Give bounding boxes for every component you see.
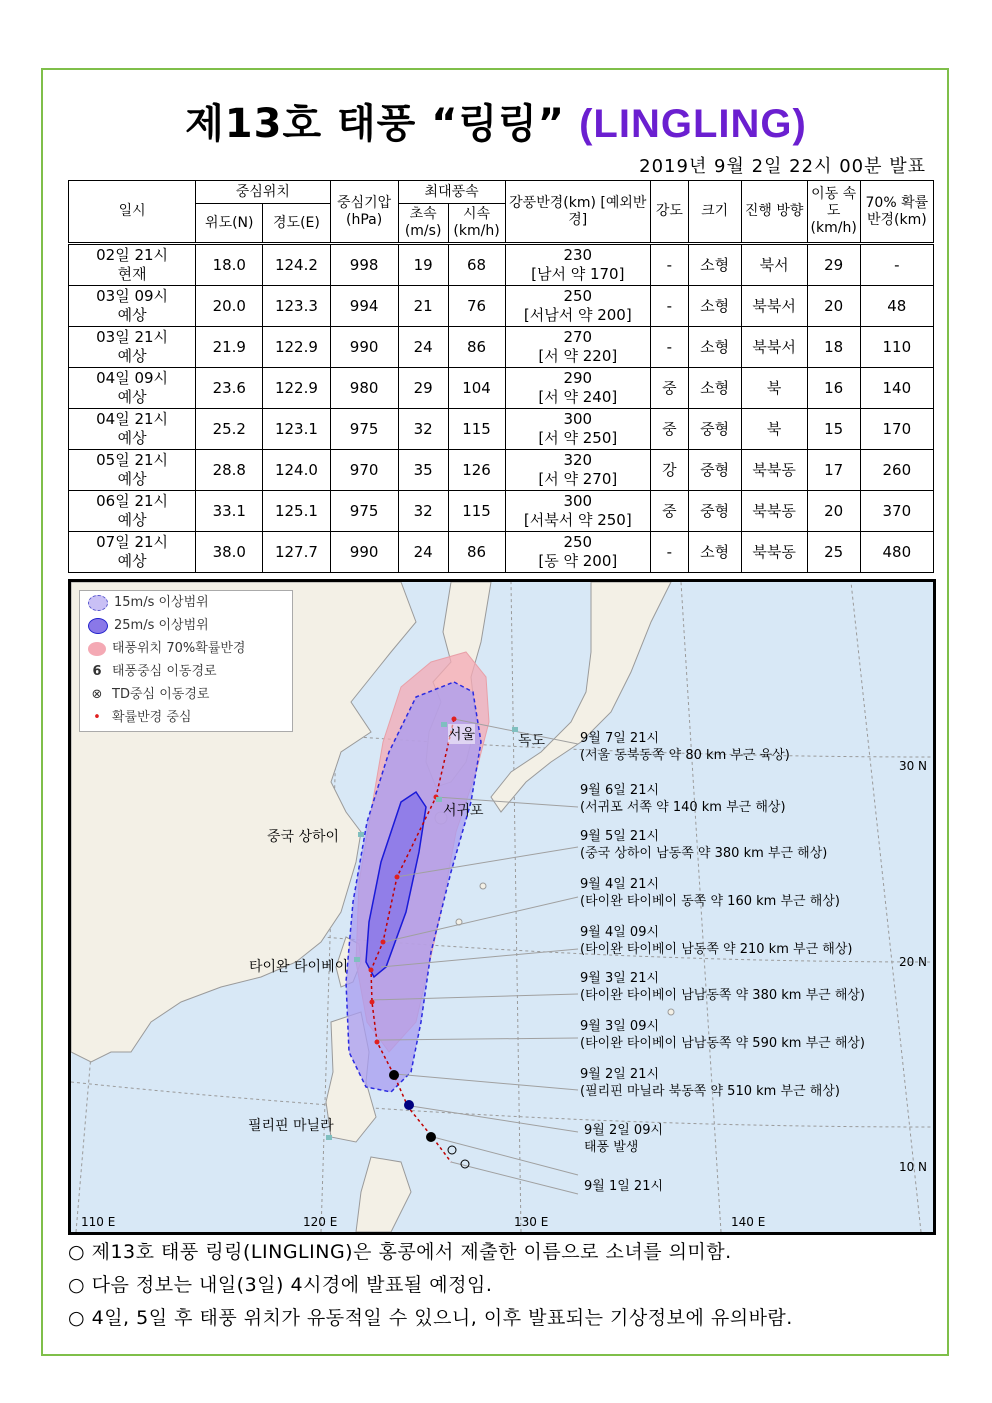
cell-radius-line1: 230 bbox=[563, 246, 593, 264]
annotation-desc: (타이완 타이베이 남남동쪽 약 380 km 부근 해상) bbox=[580, 988, 866, 1003]
cell-wind-ms: 32 bbox=[398, 409, 448, 450]
cell-speed: 20 bbox=[807, 491, 860, 532]
table-row bbox=[69, 491, 934, 532]
cell-size: 중형 bbox=[688, 409, 741, 450]
annotation-desc: 태풍 발생 bbox=[584, 1140, 639, 1155]
cell-lon: 127.7 bbox=[263, 532, 330, 573]
cell-wind-kmh: 115 bbox=[448, 409, 505, 450]
cell-time bbox=[69, 491, 196, 532]
cell-radius-line2: [서북서 약 250] bbox=[523, 511, 632, 529]
header-pressure: 중심기압 (hPa) bbox=[330, 181, 398, 244]
header-center-pos: 중심위치 bbox=[196, 181, 330, 204]
label-taipei: 타이완 타이베이 bbox=[249, 959, 349, 975]
header-wind-kmh: 시속 (km/h) bbox=[448, 204, 505, 244]
annotation-desc: (타이완 타이베이 동쪽 약 160 km 부근 해상) bbox=[580, 894, 840, 909]
cell-speed: 25 bbox=[807, 532, 860, 573]
cell-speed: 18 bbox=[807, 327, 860, 368]
cell-time bbox=[69, 244, 196, 286]
annotation-time: 9월 7일 21시 bbox=[580, 731, 660, 746]
header-lon: 경도(E) bbox=[263, 204, 330, 244]
header-direction: 진행 방향 bbox=[741, 181, 807, 244]
cell-time-line2: 예상 bbox=[117, 470, 147, 488]
legend-item-15: 15m/s 이상범위 bbox=[80, 591, 292, 614]
header-prob: 70% 확률 반경(km) bbox=[860, 181, 933, 244]
track-annotation bbox=[584, 1178, 663, 1195]
cell-size: 소형 bbox=[688, 286, 741, 327]
cell-lon: 124.0 bbox=[263, 450, 330, 491]
legend-item-25: 25m/s 이상범위 bbox=[80, 614, 292, 637]
track-annotation bbox=[580, 828, 827, 862]
cell-lat: 18.0 bbox=[196, 244, 263, 286]
cell-time-line2: 현재 bbox=[117, 265, 147, 283]
annotation-time: 9월 2일 09시 bbox=[584, 1123, 664, 1138]
td-icon: ⊗ bbox=[91, 687, 103, 702]
annotation-time: 9월 3일 09시 bbox=[580, 1019, 660, 1034]
note-1: ○ 제13호 태풍 링링(LINGLING)은 홍콩에서 제출한 이름으로 소녀를 의미함. bbox=[68, 1241, 732, 1263]
header-time: 일시 bbox=[69, 181, 196, 244]
cell-time-line1: 03일 09시 bbox=[96, 287, 169, 305]
cell-intensity: - bbox=[651, 244, 689, 286]
cell-wind-kmh: 86 bbox=[448, 532, 505, 573]
cell-wind-kmh: 126 bbox=[448, 450, 505, 491]
cell-radius bbox=[505, 532, 651, 573]
cell-wind-kmh: 104 bbox=[448, 368, 505, 409]
cell-time bbox=[69, 286, 196, 327]
track-annotation bbox=[584, 1122, 663, 1156]
cell-prob: 260 bbox=[860, 450, 933, 491]
lon-label-140: 140 E bbox=[731, 1215, 766, 1229]
cell-time-line1: 04일 09시 bbox=[96, 369, 169, 387]
cell-lat: 21.9 bbox=[196, 327, 263, 368]
annotation-desc: (서귀포 서쪽 약 140 km 부근 해상) bbox=[580, 800, 786, 815]
map-legend bbox=[79, 590, 293, 732]
lon-label-120: 120 E bbox=[303, 1215, 338, 1229]
annotation-time: 9월 6일 21시 bbox=[580, 783, 660, 798]
page-title bbox=[0, 92, 992, 149]
legend-item-track: 6 태풍중심 이동경로 bbox=[80, 660, 292, 683]
label-seoul: 서울 bbox=[448, 724, 475, 744]
issued-time: 2019년 9월 2일 22시 00분 발표 bbox=[639, 156, 926, 177]
cell-radius-line2: [서남서 약 200] bbox=[523, 306, 632, 324]
lat-label-30: 30 N bbox=[898, 759, 927, 773]
cell-prob: 170 bbox=[860, 409, 933, 450]
table-row bbox=[69, 450, 934, 491]
cell-time-line1: 04일 21시 bbox=[96, 410, 169, 428]
cell-radius bbox=[505, 244, 651, 286]
cell-wind-ms: 21 bbox=[398, 286, 448, 327]
cell-lat: 23.6 bbox=[196, 368, 263, 409]
cell-speed: 17 bbox=[807, 450, 860, 491]
annotation-time: 9월 4일 09시 bbox=[580, 925, 660, 940]
cell-time-line2: 예상 bbox=[117, 306, 147, 324]
cell-wind-kmh: 76 bbox=[448, 286, 505, 327]
cell-intensity: 강 bbox=[651, 450, 689, 491]
cell-time-line1: 07일 21시 bbox=[96, 533, 169, 551]
cell-size: 소형 bbox=[688, 532, 741, 573]
cell-prob: 140 bbox=[860, 368, 933, 409]
annotation-time: 9월 4일 21시 bbox=[580, 877, 660, 892]
cell-radius-line2: [서 약 250] bbox=[538, 429, 618, 447]
track-annotation bbox=[580, 970, 865, 1004]
cell-radius bbox=[505, 491, 651, 532]
cell-lon: 125.1 bbox=[263, 491, 330, 532]
cell-radius-line1: 270 bbox=[563, 328, 593, 346]
cell-radius-line2: [서 약 220] bbox=[538, 347, 618, 365]
cell-wind-ms: 24 bbox=[398, 327, 448, 368]
cell-radius-line1: 320 bbox=[563, 451, 593, 469]
cell-time-line2: 예상 bbox=[117, 552, 147, 570]
cell-lon: 122.9 bbox=[263, 368, 330, 409]
table-row bbox=[69, 409, 934, 450]
annotation-desc: (서울 동북동쪽 약 80 km 부근 육상) bbox=[580, 748, 790, 763]
cell-pressure: 990 bbox=[330, 327, 398, 368]
cell-radius bbox=[505, 368, 651, 409]
forecast-table bbox=[68, 180, 934, 573]
cell-size: 소형 bbox=[688, 327, 741, 368]
cell-speed: 20 bbox=[807, 286, 860, 327]
cell-radius-line2: [동 약 200] bbox=[538, 552, 618, 570]
track-annotation bbox=[580, 876, 840, 910]
cell-direction: 북북동 bbox=[741, 491, 807, 532]
cell-radius-line2: [남서 약 170] bbox=[531, 265, 625, 283]
cell-wind-ms: 32 bbox=[398, 491, 448, 532]
label-dokdo: 독도 bbox=[518, 733, 546, 749]
annotation-time: 9월 1일 21시 bbox=[584, 1179, 664, 1194]
cell-time-line1: 02일 21시 bbox=[96, 246, 169, 264]
cell-wind-kmh: 68 bbox=[448, 244, 505, 286]
cell-radius-line2: [서 약 240] bbox=[538, 388, 618, 406]
cell-size: 중형 bbox=[688, 491, 741, 532]
cell-radius-line1: 300 bbox=[563, 492, 593, 510]
cell-radius-line1: 300 bbox=[563, 410, 593, 428]
cell-time-line1: 06일 21시 bbox=[96, 492, 169, 510]
cell-direction: 북서 bbox=[741, 244, 807, 286]
cell-size: 소형 bbox=[688, 368, 741, 409]
cell-radius-line1: 290 bbox=[563, 369, 593, 387]
cell-intensity: 중 bbox=[651, 409, 689, 450]
cell-intensity: - bbox=[651, 327, 689, 368]
cell-time-line1: 03일 21시 bbox=[96, 328, 169, 346]
cell-time-line2: 예상 bbox=[117, 511, 147, 529]
cell-direction: 북북동 bbox=[741, 450, 807, 491]
cell-lon: 123.1 bbox=[263, 409, 330, 450]
table-row bbox=[69, 286, 934, 327]
cell-wind-ms: 24 bbox=[398, 532, 448, 573]
cell-pressure: 980 bbox=[330, 368, 398, 409]
annotation-time: 9월 3일 21시 bbox=[580, 971, 660, 986]
lon-label-110: 110 E bbox=[81, 1215, 116, 1229]
note-3: ○ 4일, 5일 후 태풍 위치가 유동적일 수 있으니, 이후 발표되는 기상정보에 유의바람. bbox=[68, 1307, 793, 1329]
cell-intensity: 중 bbox=[651, 491, 689, 532]
cell-radius-line1: 250 bbox=[563, 287, 593, 305]
track-annotation bbox=[580, 1018, 865, 1052]
cell-speed: 15 bbox=[807, 409, 860, 450]
cell-time bbox=[69, 450, 196, 491]
annotation-desc: (타이완 타이베이 남동쪽 약 210 km 부근 해상) bbox=[580, 942, 853, 957]
cell-radius-line2: [서 약 270] bbox=[538, 470, 618, 488]
title-korean: 제13호 태풍 “링링” bbox=[185, 101, 566, 147]
cell-time bbox=[69, 409, 196, 450]
annotation-time: 9월 2일 21시 bbox=[580, 1067, 660, 1082]
header-radius: 강풍반경(km) [예외반경] bbox=[505, 181, 651, 244]
title-english: (LINGLING) bbox=[579, 102, 807, 146]
cell-wind-ms: 35 bbox=[398, 450, 448, 491]
cell-size: 소형 bbox=[688, 244, 741, 286]
cell-radius bbox=[505, 327, 651, 368]
cell-pressure: 975 bbox=[330, 491, 398, 532]
cell-radius bbox=[505, 286, 651, 327]
cell-speed: 16 bbox=[807, 368, 860, 409]
cell-speed: 29 bbox=[807, 244, 860, 286]
cell-intensity: - bbox=[651, 286, 689, 327]
typhoon-track-map bbox=[68, 579, 936, 1235]
cell-time bbox=[69, 532, 196, 573]
table-row bbox=[69, 244, 934, 286]
cell-pressure: 975 bbox=[330, 409, 398, 450]
cell-lon: 124.2 bbox=[263, 244, 330, 286]
cell-prob: 110 bbox=[860, 327, 933, 368]
annotation-time: 9월 5일 21시 bbox=[580, 829, 660, 844]
cell-direction: 북북서 bbox=[741, 327, 807, 368]
cell-pressure: 994 bbox=[330, 286, 398, 327]
cell-time-line1: 05일 21시 bbox=[96, 451, 169, 469]
cell-prob: - bbox=[860, 244, 933, 286]
cell-pressure: 998 bbox=[330, 244, 398, 286]
annotation-desc: (필리핀 마닐라 북동쪽 약 510 km 부근 해상) bbox=[580, 1084, 840, 1099]
cell-radius bbox=[505, 450, 651, 491]
cell-lat: 38.0 bbox=[196, 532, 263, 573]
cell-radius-line1: 250 bbox=[563, 533, 593, 551]
cell-time bbox=[69, 327, 196, 368]
cell-lat: 20.0 bbox=[196, 286, 263, 327]
header-wind-ms: 초속 (m/s) bbox=[398, 204, 448, 244]
cell-lat: 33.1 bbox=[196, 491, 263, 532]
track-annotation bbox=[580, 924, 852, 958]
header-size: 크기 bbox=[688, 181, 741, 244]
table-row bbox=[69, 327, 934, 368]
table-row bbox=[69, 532, 934, 573]
cell-wind-kmh: 86 bbox=[448, 327, 505, 368]
cell-prob: 370 bbox=[860, 491, 933, 532]
annotation-desc: (중국 상하이 남동쪽 약 380 km 부근 해상) bbox=[580, 846, 828, 861]
table-row bbox=[69, 368, 934, 409]
track-annotation bbox=[580, 782, 786, 816]
cell-pressure: 990 bbox=[330, 532, 398, 573]
cell-intensity: 중 bbox=[651, 368, 689, 409]
track-annotation bbox=[580, 1066, 840, 1100]
cell-lat: 25.2 bbox=[196, 409, 263, 450]
label-shanghai: 중국 상하이 bbox=[267, 829, 340, 845]
track-annotation bbox=[580, 730, 790, 764]
annotation-desc: (타이완 타이베이 남남동쪽 약 590 km 부근 해상) bbox=[580, 1036, 866, 1051]
label-seogwipo: 서귀포 bbox=[443, 803, 484, 819]
cell-time-line2: 예상 bbox=[117, 429, 147, 447]
note-2: ○ 다음 정보는 내일(3일) 4시경에 발표될 예정임. bbox=[68, 1274, 493, 1296]
header-lat: 위도(N) bbox=[196, 204, 263, 244]
legend-item-prob: 태풍위치 70%확률반경 bbox=[80, 637, 292, 660]
cell-wind-ms: 29 bbox=[398, 368, 448, 409]
cell-time-line2: 예상 bbox=[117, 388, 147, 406]
cell-size: 중형 bbox=[688, 450, 741, 491]
lon-label-130: 130 E bbox=[514, 1215, 549, 1229]
header-speed: 이동 속도 (km/h) bbox=[807, 181, 860, 244]
label-manila: 필리핀 마닐라 bbox=[248, 1118, 334, 1134]
cell-direction: 북북서 bbox=[741, 286, 807, 327]
cell-prob: 48 bbox=[860, 286, 933, 327]
header-intensity: 강도 bbox=[651, 181, 689, 244]
legend-item-center: • 확률반경 중심 bbox=[93, 710, 192, 725]
cell-radius bbox=[505, 409, 651, 450]
cell-lat: 28.8 bbox=[196, 450, 263, 491]
cell-direction: 북 bbox=[741, 368, 807, 409]
cell-wind-ms: 19 bbox=[398, 244, 448, 286]
cell-prob: 480 bbox=[860, 532, 933, 573]
notes bbox=[68, 1236, 793, 1335]
typhoon-icon: 6 bbox=[92, 664, 102, 679]
cell-wind-kmh: 115 bbox=[448, 491, 505, 532]
cell-lon: 123.3 bbox=[263, 286, 330, 327]
cell-lon: 122.9 bbox=[263, 327, 330, 368]
lat-label-10: 10 N bbox=[898, 1160, 927, 1174]
cell-time-line2: 예상 bbox=[117, 347, 147, 365]
cell-time bbox=[69, 368, 196, 409]
cell-direction: 북 bbox=[741, 409, 807, 450]
cell-intensity: - bbox=[651, 532, 689, 573]
cell-pressure: 970 bbox=[330, 450, 398, 491]
lat-label-20: 20 N bbox=[898, 955, 927, 969]
cell-direction: 북북동 bbox=[741, 532, 807, 573]
legend-item-td: ⊗ TD중심 이동경로 bbox=[80, 683, 292, 706]
header-max-wind: 최대풍속 bbox=[398, 181, 505, 204]
